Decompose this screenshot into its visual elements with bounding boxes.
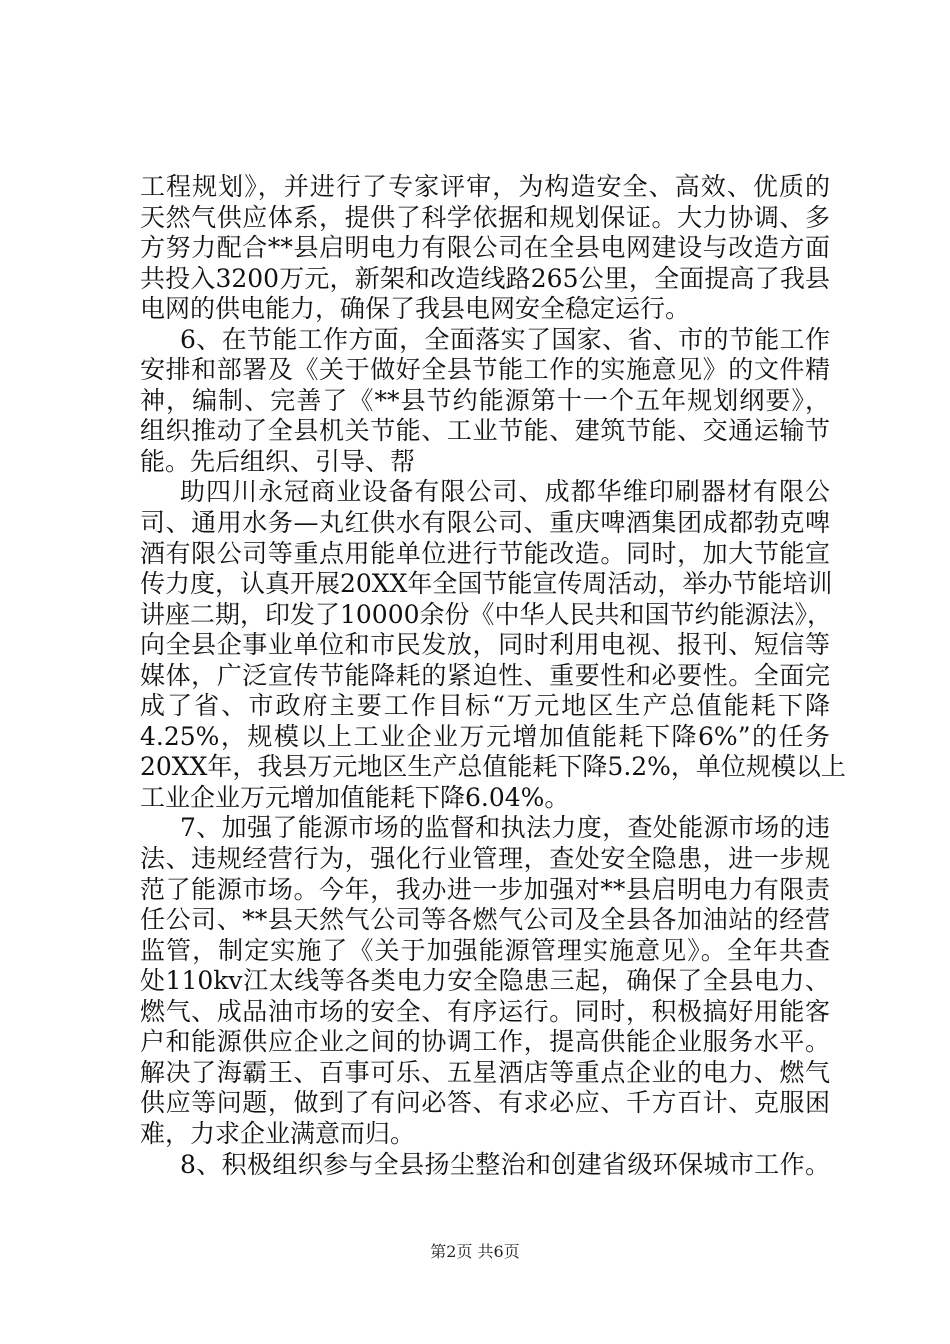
text-line: 4.25%，规模以上工业企业万元增加值能耗下降6%”的任务 <box>140 721 830 751</box>
text-line: 讲座二期，印发了10000余份《中华人民共和国节约能源法》， <box>140 599 833 629</box>
text-line: 工程规划》，并进行了专家评审，为构造安全、高效、优质的 <box>140 172 830 201</box>
text-line: 传力度，认真开展20XX年全国节能宣传周活动，举办节能培训 <box>140 569 833 599</box>
text-line: 任公司、**县天然气公司等各燃气公司及全县各加油站的经营 <box>140 905 830 935</box>
text-line: 媒体，广泛宣传节能降耗的紧迫性、重要性和必要性。全面完 <box>140 660 830 690</box>
text-line: 酒有限公司等重点用能单位进行节能改造。同时，加大节能宣 <box>140 538 830 568</box>
text-line: 供应等问题，做到了有问必答、有求必应、千方百计、克服困 <box>140 1088 830 1118</box>
text-line: 工业企业万元增加值能耗下降6.04%。 <box>140 782 570 812</box>
text-line: 神，编制、完善了《**县节约能源第十一个五年规划纲要》， <box>140 385 830 415</box>
text-line: 20XX年，我县万元地区生产总值能耗下降5.2%，单位规模以上 <box>140 752 846 782</box>
text-line: 向全县企事业单位和市民发放，同时利用电视、报刊、短信等 <box>140 630 830 660</box>
text-line: 能。先后组织、引导、帮 <box>140 446 416 476</box>
document-body <box>140 172 846 1180</box>
text-line: 法、违规经营行为，强化行业管理，查处安全隐患，进一步规 <box>140 844 830 874</box>
text-line: 6、在节能工作方面，全面落实了国家、省、市的节能工作 <box>180 324 830 354</box>
text-line: 组织推动了全县机关节能、工业节能、建筑节能、交通运输节 <box>140 416 830 446</box>
text-line: 电网的供电能力，确保了我县电网安全稳定运行。 <box>140 294 691 324</box>
text-line: 8、积极组织参与全县扬尘整治和创建省级环保城市工作。 <box>180 1149 830 1179</box>
text-line: 方努力配合**县启明电力有限公司在全县电网建设与改造方面 <box>140 233 830 263</box>
text-line: 范了能源市场。今年，我办进一步加强对**县启明电力有限责 <box>140 874 830 904</box>
text-line: 助四川永冠商业设备有限公司、成都华维印刷器材有限公 <box>180 477 830 507</box>
text-line: 户和能源供应企业之间的协调工作，提高供能企业服务水平。 <box>140 1027 830 1057</box>
text-line: 司、通用水务—丸红供水有限公司、重庆啤酒集团成都勃克啤 <box>140 508 830 538</box>
page-footer: 第2页 共6页 <box>430 1242 520 1261</box>
text-line: 难，力求企业满意而归。 <box>140 1118 416 1148</box>
text-line: 天然气供应体系，提供了科学依据和规划保证。大力协调、多 <box>140 202 830 232</box>
text-line: 成了省、市政府主要工作目标“万元地区生产总值能耗下降 <box>140 691 830 721</box>
text-line: 共投入3200万元，新架和改造线路265公里，全面提高了我县 <box>140 263 830 293</box>
text-line: 处110kv江太线等各类电力安全隐患三起，确保了全县电力、 <box>140 966 830 996</box>
text-line: 7、加强了能源市场的监督和执法力度，查处能源市场的违 <box>180 813 830 843</box>
text-line: 监管，制定实施了《关于加强能源管理实施意见》。全年共查 <box>140 935 830 965</box>
text-line: 解决了海霸王、百事可乐、五星酒店等重点企业的电力、燃气 <box>140 1057 830 1087</box>
text-line: 安排和部署及《关于做好全县节能工作的实施意见》的文件精 <box>140 355 830 385</box>
text-line: 燃气、成品油市场的安全、有序运行。同时，积极搞好用能客 <box>140 996 830 1026</box>
